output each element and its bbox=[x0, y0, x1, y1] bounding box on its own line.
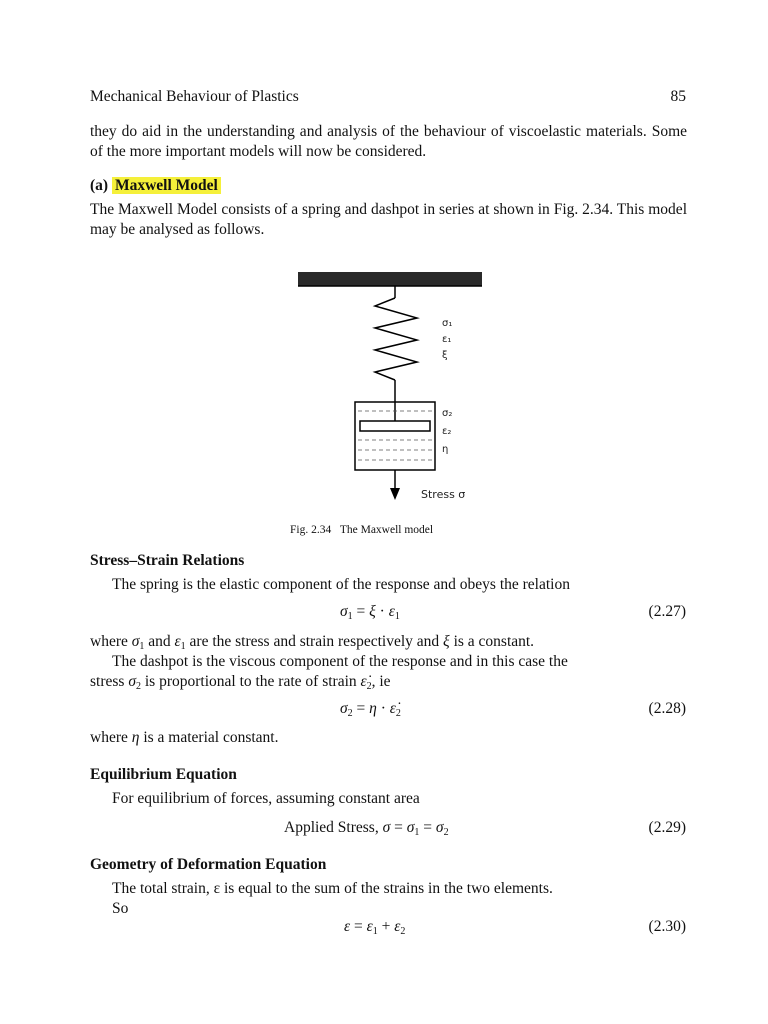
equation-2-27: $\sigma_1 = \xi \cdot \varepsilon_1$ bbox=[340, 603, 400, 622]
dashpot-element bbox=[355, 396, 435, 470]
label-sigma1: σ₁ bbox=[442, 318, 453, 329]
equation-number-2-29: (2.29) bbox=[648, 819, 686, 836]
stress-strain-para-1: The spring is the elastic component of the response and obeys the relation bbox=[112, 576, 570, 593]
intro-paragraph: they do aid in the understanding and analysis of the behaviour of viscoelastic materials. Some of the more important models will now be considered. bbox=[90, 123, 687, 160]
label-sigma2: σ₂ bbox=[442, 408, 453, 419]
label-stress: Stress σ bbox=[421, 488, 466, 501]
label-eps2: ε₂ bbox=[442, 426, 452, 437]
dashpot-piston bbox=[360, 421, 430, 431]
stress-strain-para-3-line-2: stress $\sigma_2$ is proportional to the rate of strain $\varepsiloṅ_2$, ie bbox=[90, 673, 391, 692]
equation-2-28: $\sigma_2 = \eta$ · $\varepsiloṅ_2$ bbox=[340, 700, 401, 719]
equilibrium-para: For equilibrium of forces, assuming constant area bbox=[112, 790, 420, 807]
section-a-label: (a) bbox=[90, 177, 109, 194]
section-a-paragraph: The Maxwell Model consists of a spring and dashpot in series at shown in Fig. 2.34. This model may be analysed as follows. bbox=[90, 201, 687, 238]
figure-caption-number: Fig. 2.34 bbox=[290, 524, 332, 536]
geometry-para-2: So bbox=[112, 900, 129, 917]
section-a-heading bbox=[90, 177, 221, 195]
equation-number-2-28: (2.28) bbox=[648, 700, 686, 717]
spring-element bbox=[375, 286, 417, 396]
geometry-heading: Geometry of Deformation Equation bbox=[90, 856, 327, 873]
equation-number-2-27: (2.27) bbox=[648, 603, 686, 620]
running-title: Mechanical Behaviour of Plastics bbox=[90, 88, 299, 105]
figure-caption-text: The Maxwell model bbox=[339, 524, 434, 536]
figure-caption bbox=[290, 524, 433, 536]
label-eta: η bbox=[442, 444, 449, 455]
equation-2-29: Applied Stress, $\sigma = \sigma_1 = \sigma_2$ bbox=[284, 819, 449, 838]
stress-strain-heading: Stress–Strain Relations bbox=[90, 552, 245, 569]
ceiling-support bbox=[298, 272, 482, 286]
stress-strain-para-4: where η is a material constant. bbox=[90, 729, 279, 746]
equation-2-30: $\varepsilon = \varepsilon_1 + \varepsilon_2$ bbox=[344, 918, 406, 937]
stress-arrow bbox=[390, 488, 400, 500]
equation-number-2-30: (2.30) bbox=[648, 918, 686, 935]
section-a-title: Maxwell Model bbox=[112, 177, 221, 194]
label-eps1: ε₁ bbox=[442, 334, 452, 345]
page-number: 85 bbox=[670, 88, 686, 105]
maxwell-model-figure bbox=[290, 268, 490, 508]
geometry-para-1: The total strain, ε is equal to the sum of the strains in the two elements. bbox=[112, 880, 553, 897]
equilibrium-heading: Equilibrium Equation bbox=[90, 766, 237, 783]
stress-strain-para-3-line-1: The dashpot is the viscous component of the response and in this case the bbox=[112, 653, 568, 670]
label-xi: ξ bbox=[442, 350, 448, 361]
stress-strain-para-2: where $\sigma_1$ and $\varepsilon_1$ are the stress and strain respectively and ξ is a constant. bbox=[90, 633, 535, 652]
